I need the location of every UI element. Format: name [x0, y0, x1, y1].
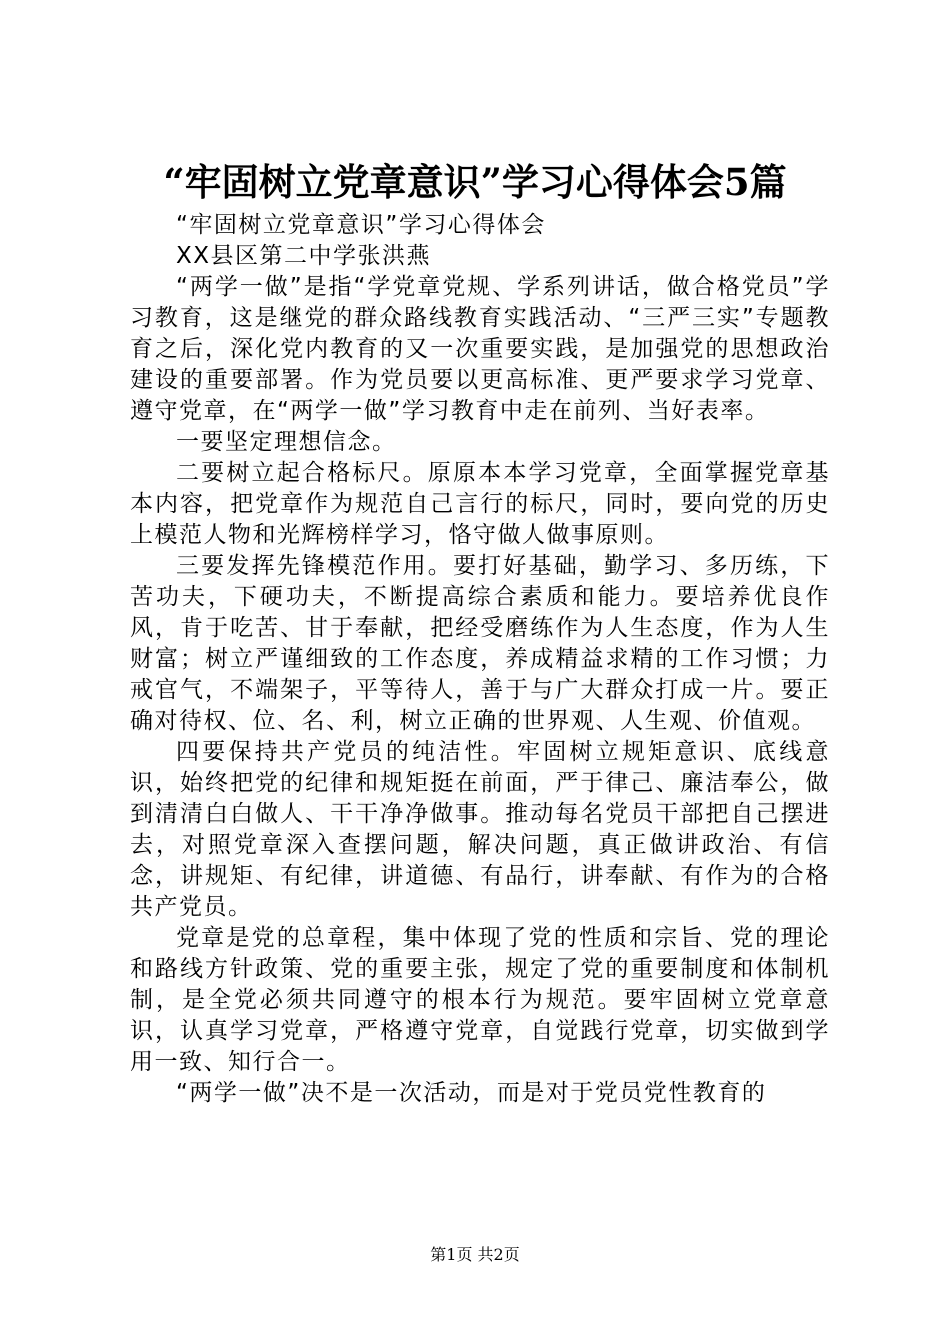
body-paragraph: 二要树立起合格标尺。原原本本学习党章，全面掌握党章基本内容，把党章作为规范自己言行的标尺，同时，要向党的历史上模范人物和光辉榜样学习，恪守做人做事原则。	[130, 460, 830, 548]
subtitle-paragraph: “牢固树立党章意识”学习心得体会	[176, 212, 546, 238]
document-title: “牢固树立党章意识”学习心得体会5篇	[163, 160, 787, 204]
body-paragraph: 党章是党的总章程，集中体现了党的性质和宗旨、党的理论和路线方针政策、党的重要主张，规定了党的重要制度和体制机制，是全党必须共同遵守的根本行为规范。要牢固树立党章意识，认真学习党章，严格遵守党章，自觉践行党章，切实做到学用一致、知行合一。	[130, 925, 830, 1075]
body-paragraph: 四要保持共产党员的纯洁性。牢固树立规矩意识、底线意识，始终把党的纪律和规矩挺在前面，严于律己、廉洁奉公，做到清清白白做人、干干净净做事。推动每名党员干部把自己摆进去，对照党章深入查摆问题，解决问题，真正做讲政治、有信念，讲规矩、有纪律，讲道德、有品行，讲奉献、有作为的合格共产党员。	[130, 739, 830, 920]
body-paragraph: “两学一做”决不是一次活动，而是对于党员党性教育的	[176, 1080, 767, 1106]
body-paragraph: 一要坚定理想信念。	[176, 429, 397, 455]
document-body	[130, 210, 830, 1109]
page-number-footer: 第1页 共2页	[430, 1245, 520, 1264]
body-paragraph: “两学一做”是指“学党章党规、学系列讲话，做合格党员”学习教育，这是继党的群众路线教育实践活动、“三严三实”专题教育之后，深化党内教育的又一次重要实践，是加强党的思想政治建设的重要部署。作为党员要以更高标准、更严要求学习党章、遵守党章，在“两学一做”学习教育中走在前列、当好表率。	[130, 274, 830, 424]
author-paragraph: XX县区第二中学张洪燕	[176, 243, 432, 269]
body-paragraph: 三要发挥先锋模范作用。要打好基础，勤学习、多历练，下苦功夫，下硬功夫，不断提高综合素质和能力。要培养优良作风，肯于吃苦、甘于奉献，把经受磨练作为人生态度，作为人生财富；树立严谨细致的工作态度，养成精益求精的工作习惯；力戒官气，不端架子，平等待人，善于与广大群众打成一片。要正确对待权、位、名、利，树立正确的世界观、人生观、价值观。	[130, 553, 830, 734]
